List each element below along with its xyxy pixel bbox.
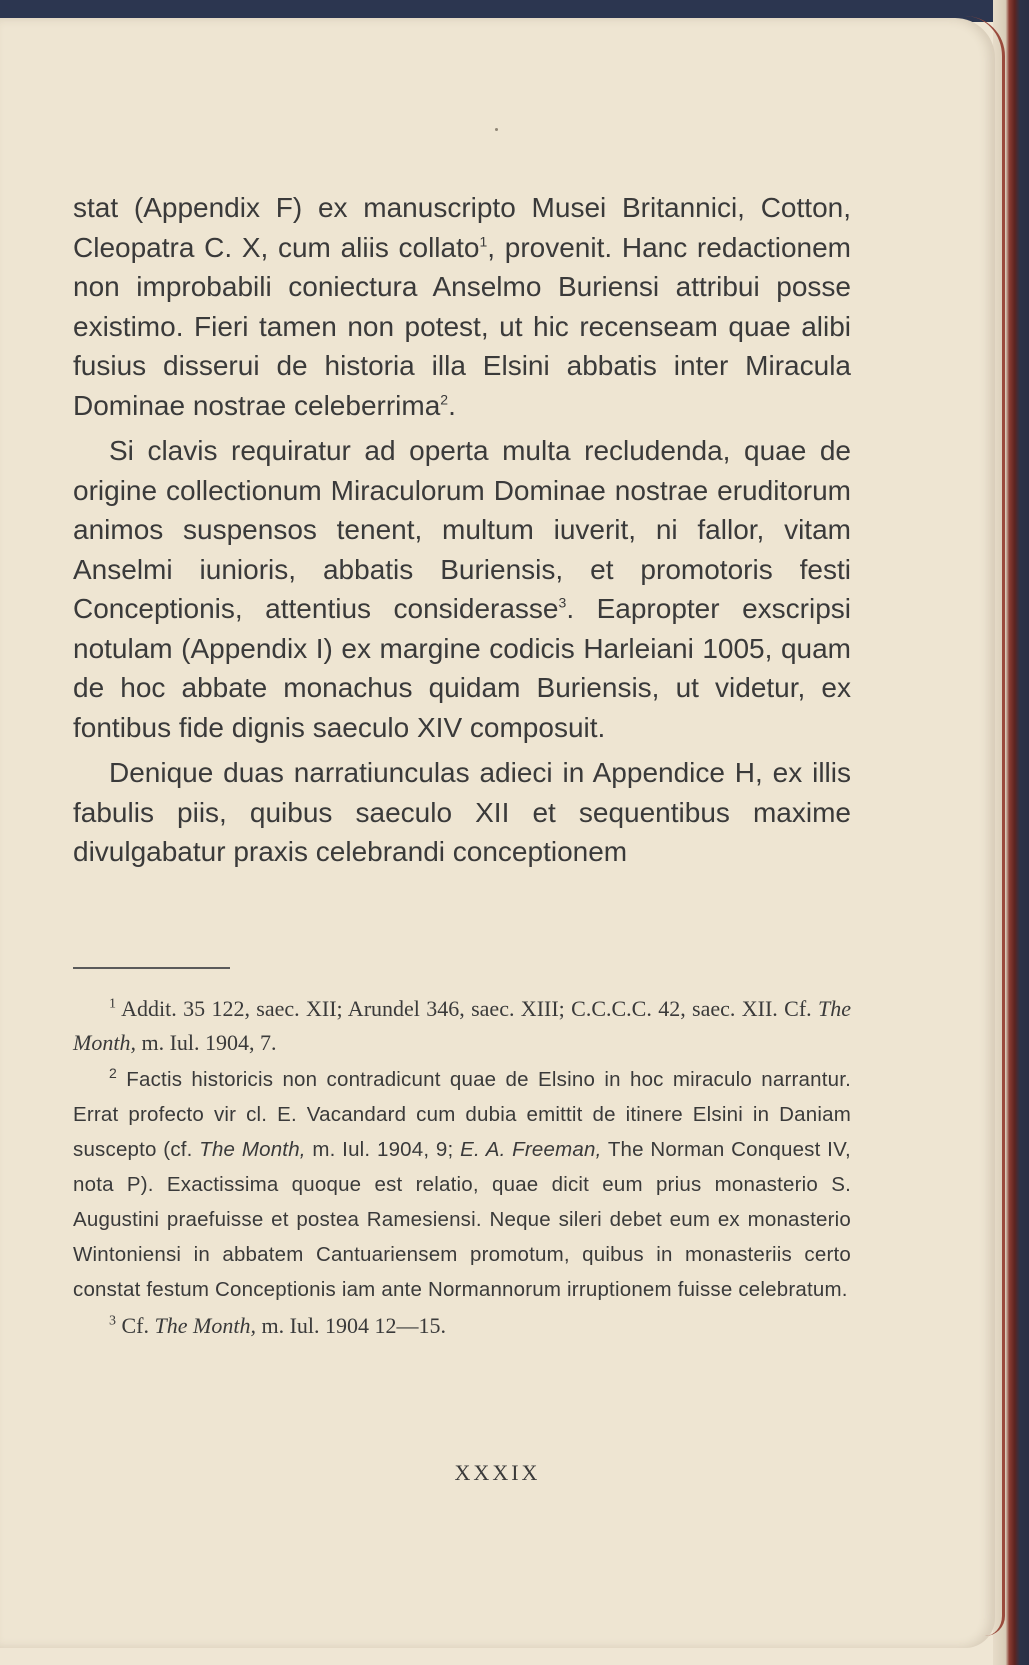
page-number: XXXIX (454, 1460, 541, 1485)
page-curl (962, 16, 1005, 1636)
main-text (73, 188, 851, 878)
footnote-ref-2: 2 (440, 391, 449, 408)
paragraph-1: stat (Appendix F) ex manuscripto Musei Britannici, Cotton, Cleopatra C. X, cum aliis collato$^1$, provenit. Hanc redactionem non improbabili coniectura Anselmo Buriensi attribui posse existimo. Fieri tamen non potest, ut hic recenseam quae alibi fusius disserui de historia illa Elsini abbatis inter Miracula Dominae nostrae celeberrima$^2$. (73, 192, 851, 421)
footnote-3: $^3$ Cf. The Month, m. Iul. 1904 12—15. (109, 1313, 447, 1338)
footnote-ref-3: 3 (558, 594, 567, 611)
paragraph-3: Denique duas narratiunculas adieci in Appendice H, ex illis fabulis piis, quibus saeculo XII et sequentibus maxime divulgabatur praxis celebrandi conceptionem (73, 757, 851, 867)
footnote-rule (73, 967, 230, 969)
footnote-2: $^2$ Factis historicis non contradicunt quae de Elsino in hoc miraculo narrantur. Errat profecto vir cl. E. Vacandard cum dubia emittit de itinere Elsini in Daniam suscepto (cf. The Month, m. Iul. 1904, 9; E. A. Freeman, The Norman Conquest IV, nota P). Exactissima quoque est relatio, quae dicit eum prius monasterio S. Augustini praefuisse et postea Ramesiensi. Neque sileri debet eum ex monasterio Wintoniensi in abbatem Cantuariensem promotum, quibus in monasteriis certo constat festum Conceptionis iam ante Normannorum irruptionem fuisse celebratum. (73, 1065, 851, 1301)
footnote-ref-1: 1 (479, 233, 488, 250)
footnotes (73, 992, 851, 1345)
footnote-1: $^1$ Addit. 35 122, saec. XII; Arundel 346, saec. XIII; C.C.C.C. 42, saec. XII. Cf. The Month, m. Iul. 1904, 7. (73, 996, 851, 1055)
page-speck (495, 128, 498, 131)
paragraph-2: Si clavis requiratur ad operta multa recludenda, quae de origine collectionum Miraculorum Dominae nostrae eruditorum animos suspensos tenent, multum iuverit, ni fallor, vitam Anselmi iunioris, abbatis Buriensis, et promotoris festi Conceptionis, attentius considerasse$^3$. Eapropter exscripsi notulam (Appendix I) ex margine codicis Harleiani 1005, quam de hoc abbate monachus quidam Buriensis, ut videtur, ex fontibus fide dignis saeculo XIV composuit. (73, 435, 851, 743)
